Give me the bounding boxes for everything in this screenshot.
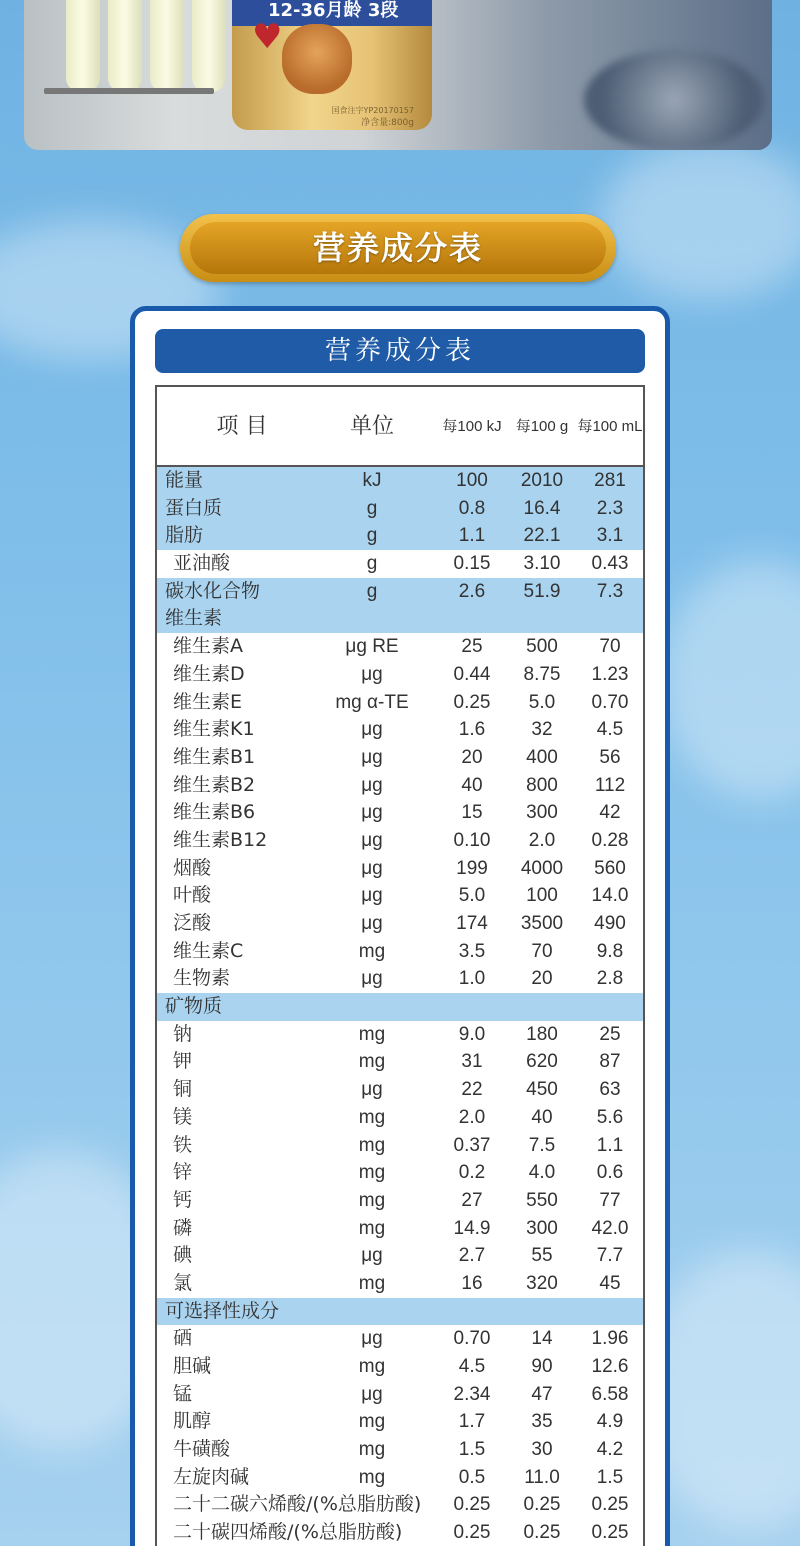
row-per-100ml: 4.2	[596, 1439, 624, 1461]
row-unit: μg	[361, 913, 383, 934]
row-name: 胆碱	[173, 1355, 212, 1377]
row-per-100kj: 15	[461, 802, 483, 824]
col-header-per-100g: 每100 g	[515, 418, 569, 435]
row-name: 钾	[173, 1050, 193, 1073]
row-per-100ml: 0.25	[591, 1522, 629, 1544]
row-name: 钙	[173, 1188, 193, 1211]
row-unit: mg	[358, 1134, 386, 1156]
col-header-per-100kj: 每100 kJ	[442, 418, 502, 435]
row-per-100g: 300	[526, 1217, 558, 1239]
table-row	[157, 1242, 643, 1270]
table-row	[157, 799, 643, 827]
row-unit: mg	[358, 1162, 386, 1184]
row-per-100ml: 87	[599, 1051, 621, 1073]
bottle-rack	[44, 88, 214, 94]
row-per-100g: 500	[526, 636, 558, 658]
row-name: 二十二碳六烯酸/(%总脂肪酸)	[173, 1493, 422, 1516]
row-per-100kj: 1.6	[458, 719, 486, 741]
table-row	[157, 550, 643, 578]
row-name: 二十碳四烯酸/(%总脂肪酸)	[173, 1521, 403, 1544]
row-per-100kj: 199	[456, 857, 488, 879]
row-per-100g: 3500	[520, 913, 564, 934]
row-per-100ml: 42.0	[591, 1217, 629, 1239]
row-unit: mg	[358, 1106, 386, 1128]
row-per-100g: 180	[526, 1023, 558, 1045]
row-per-100g: 14	[531, 1328, 553, 1350]
row-per-100g: 90	[531, 1356, 553, 1377]
product-photo	[24, 0, 772, 150]
row-per-100g: 2.0	[528, 829, 556, 851]
row-per-100g: 32	[531, 719, 553, 741]
row-unit: kJ	[362, 470, 382, 491]
row-unit: μg RE	[345, 636, 399, 658]
row-per-100ml: 5.6	[596, 1106, 624, 1128]
row-per-100ml: 1.1	[596, 1134, 624, 1156]
table-row	[157, 1187, 643, 1215]
table-row	[157, 1353, 643, 1381]
row-per-100ml: 3.1	[596, 525, 624, 547]
row-name: 维生素B2	[173, 773, 256, 796]
row-per-100kj: 0.5	[458, 1466, 486, 1488]
table-row	[157, 965, 643, 993]
cloud-decoration	[600, 140, 800, 300]
row-per-100ml: 560	[594, 857, 626, 879]
row-per-100kj: 1.1	[458, 525, 486, 547]
row-per-100ml: 490	[594, 913, 626, 934]
table-row	[157, 1021, 643, 1049]
can-registration-text: 国食注字YP20170157	[331, 106, 414, 115]
row-name: 铜	[173, 1078, 193, 1101]
row-name: 维生素B6	[173, 801, 256, 824]
row-per-100kj: 31	[461, 1051, 483, 1073]
row-per-100g: 620	[526, 1051, 558, 1073]
table-row	[157, 1215, 643, 1243]
row-name: 叶酸	[173, 884, 212, 907]
table-row	[157, 578, 643, 606]
row-per-100g: 40	[531, 1106, 553, 1128]
teddy-bear-icon	[282, 24, 352, 94]
row-name: 维生素D	[173, 662, 245, 685]
row-name: 亚油酸	[173, 552, 231, 575]
row-per-100g: 51.9	[523, 580, 561, 602]
table-header	[157, 387, 643, 467]
row-per-100g: 4.0	[528, 1162, 556, 1184]
row-per-100kj: 22	[461, 1079, 483, 1101]
nutrition-card	[130, 306, 670, 1546]
row-per-100g: 16.4	[523, 497, 561, 519]
table-row	[157, 910, 643, 938]
row-name: 维生素A	[173, 635, 243, 658]
row-per-100kj: 2.0	[458, 1106, 486, 1128]
row-name: 矿物质	[165, 995, 223, 1018]
row-unit: mg	[358, 1217, 386, 1239]
row-per-100ml: 0.25	[591, 1494, 629, 1516]
row-per-100kj: 2.7	[458, 1245, 486, 1267]
row-unit: mg	[358, 1051, 386, 1073]
row-unit: g	[366, 580, 378, 602]
row-per-100ml: 7.7	[596, 1245, 624, 1267]
table-row	[157, 1104, 643, 1132]
nutrition-table	[155, 385, 645, 1546]
row-per-100g: 55	[531, 1245, 553, 1267]
table-row	[157, 882, 643, 910]
table-row	[157, 772, 643, 800]
table-row	[157, 1519, 643, 1546]
row-per-100g: 800	[526, 774, 558, 796]
row-per-100kj: 5.0	[458, 885, 486, 907]
row-per-100ml: 9.8	[596, 940, 624, 962]
row-name: 磷	[173, 1216, 193, 1239]
row-unit: μg	[361, 885, 383, 907]
row-per-100kj: 3.5	[458, 940, 486, 962]
formula-can-image	[232, 0, 432, 130]
row-per-100kj: 174	[456, 913, 488, 934]
row-unit: μg	[361, 829, 383, 851]
table-body	[157, 467, 643, 1546]
row-per-100g: 70	[531, 940, 553, 962]
table-row	[157, 1298, 643, 1326]
row-unit: μg	[361, 857, 383, 879]
row-per-100g: 320	[526, 1272, 558, 1294]
row-per-100g: 35	[531, 1411, 553, 1433]
table-row	[157, 522, 643, 550]
row-per-100kj: 9.0	[458, 1023, 486, 1045]
heart-icon: ♥	[252, 17, 283, 57]
row-per-100g: 22.1	[523, 525, 561, 547]
can-weight-text: 净含量:800g	[361, 118, 414, 128]
row-per-100kj: 1.5	[458, 1439, 486, 1461]
row-name: 肌醇	[173, 1410, 212, 1433]
row-unit: μg	[361, 746, 383, 768]
row-unit: μg	[361, 1328, 383, 1350]
row-per-100ml: 7.3	[596, 580, 624, 602]
row-name: 碘	[173, 1244, 193, 1267]
row-unit: μg	[361, 802, 383, 824]
row-per-100ml: 4.9	[596, 1411, 624, 1433]
row-per-100kj: 25	[461, 636, 483, 658]
row-name: 维生素B12	[173, 828, 268, 851]
row-per-100kj: 0.25	[453, 1522, 491, 1544]
milk-bottles-image	[54, 0, 224, 100]
col-header-unit: 单位	[349, 414, 394, 439]
row-per-100kj: 4.5	[458, 1356, 486, 1377]
row-per-100ml: 1.23	[591, 663, 629, 685]
row-per-100ml: 42	[599, 802, 621, 824]
row-per-100ml: 56	[599, 746, 621, 768]
row-unit: mg	[358, 1411, 386, 1433]
row-per-100ml: 77	[599, 1189, 621, 1211]
row-per-100kj: 2.6	[458, 580, 486, 602]
row-per-100g: 100	[526, 885, 558, 907]
row-per-100g: 2010	[520, 470, 564, 491]
col-header-per-100ml: 每100 mL	[577, 418, 643, 435]
row-per-100ml: 2.3	[596, 497, 624, 519]
row-name: 维生素B1	[173, 745, 256, 768]
row-per-100g: 3.10	[523, 553, 561, 575]
row-per-100kj: 27	[461, 1189, 483, 1211]
row-per-100g: 0.25	[523, 1522, 561, 1544]
row-per-100kj: 16	[461, 1272, 483, 1294]
row-name: 生物素	[173, 967, 231, 990]
row-name: 锌	[173, 1161, 193, 1184]
row-name: 维生素E	[173, 690, 243, 713]
row-unit: mg	[358, 940, 386, 962]
row-per-100kj: 0.2	[458, 1162, 486, 1184]
row-name: 锰	[173, 1382, 193, 1405]
table-row	[157, 1270, 643, 1298]
row-per-100ml: 1.96	[591, 1328, 629, 1350]
table-row	[157, 716, 643, 744]
row-unit: mg	[358, 1439, 386, 1461]
row-unit: mg	[358, 1189, 386, 1211]
row-name: 蛋白质	[165, 496, 223, 519]
cloud-decoration	[660, 560, 800, 800]
row-per-100ml: 70	[599, 636, 621, 658]
row-name: 维生素K1	[173, 718, 255, 741]
table-title: 营养成分表	[155, 329, 645, 373]
row-per-100ml: 2.8	[596, 968, 624, 990]
row-unit: μg	[361, 1245, 383, 1267]
table-row	[157, 938, 643, 966]
table-row	[157, 855, 643, 883]
row-per-100g: 4000	[520, 857, 564, 879]
row-per-100kj: 40	[461, 774, 483, 796]
table-row	[157, 993, 643, 1021]
row-per-100g: 550	[526, 1189, 558, 1211]
row-name: 碳水化合物	[165, 579, 261, 602]
hand-image	[584, 50, 764, 150]
row-name: 镁	[173, 1105, 193, 1128]
table-row	[157, 467, 643, 495]
row-unit: μg	[361, 719, 383, 741]
row-per-100ml: 0.6	[596, 1162, 624, 1184]
table-row	[157, 1436, 643, 1464]
row-per-100ml: 0.70	[591, 691, 629, 713]
row-per-100g: 30	[531, 1439, 553, 1461]
row-per-100kj: 0.8	[458, 497, 486, 519]
table-row	[157, 1048, 643, 1076]
row-name: 泛酸	[173, 912, 212, 934]
row-unit: g	[366, 525, 378, 547]
row-per-100g: 47	[531, 1383, 553, 1405]
row-per-100kj: 1.7	[458, 1411, 486, 1433]
row-per-100ml: 0.43	[591, 553, 629, 575]
row-per-100g: 7.5	[528, 1134, 556, 1156]
table-row	[157, 605, 643, 633]
row-per-100g: 20	[531, 968, 553, 990]
table-row	[157, 661, 643, 689]
row-per-100kj: 100	[456, 470, 488, 491]
table-row	[157, 633, 643, 661]
row-name: 铁	[173, 1133, 193, 1156]
table-row	[157, 827, 643, 855]
row-per-100ml: 4.5	[596, 719, 624, 741]
row-name: 可选择性成分	[165, 1299, 280, 1322]
table-row	[157, 495, 643, 523]
table-row	[157, 1464, 643, 1492]
table-row	[157, 1408, 643, 1436]
row-per-100kj: 20	[461, 746, 483, 768]
row-per-100g: 11.0	[524, 1466, 560, 1488]
row-name: 维生素C	[173, 939, 244, 962]
row-unit: mg	[358, 1023, 386, 1045]
row-per-100kj: 0.37	[453, 1134, 491, 1156]
row-name: 钠	[173, 1022, 193, 1045]
row-per-100ml: 12.6	[591, 1356, 629, 1377]
row-unit: μg	[361, 1383, 383, 1405]
row-per-100kj: 0.70	[453, 1328, 491, 1350]
table-row	[157, 1132, 643, 1160]
row-unit: μg	[361, 968, 383, 990]
row-name: 维生素	[165, 607, 223, 630]
row-per-100kj: 0.25	[453, 1494, 491, 1516]
row-per-100g: 400	[526, 746, 558, 768]
row-unit: g	[366, 553, 378, 575]
row-unit: mg	[358, 1356, 386, 1377]
row-per-100ml: 1.5	[596, 1466, 624, 1488]
section-banner	[180, 214, 616, 282]
col-header-item: 项 目	[216, 414, 268, 439]
table-row	[157, 689, 643, 717]
row-per-100kj: 14.9	[453, 1217, 491, 1239]
table-row	[157, 1381, 643, 1409]
row-per-100g: 450	[526, 1079, 558, 1101]
table-row	[157, 1076, 643, 1104]
row-per-100ml: 6.58	[591, 1383, 629, 1405]
row-per-100ml: 25	[599, 1023, 621, 1045]
row-per-100kj: 0.10	[453, 829, 491, 851]
row-per-100kj: 0.15	[453, 553, 491, 575]
can-label: 12-36月龄 3段	[268, 0, 399, 21]
row-per-100ml: 63	[599, 1079, 621, 1101]
row-per-100g: 8.75	[523, 663, 561, 685]
row-unit: mg	[358, 1272, 386, 1294]
row-name: 氯	[173, 1271, 193, 1294]
row-name: 烟酸	[173, 856, 212, 879]
table-row	[157, 1325, 643, 1353]
row-name: 硒	[173, 1327, 193, 1350]
table-row	[157, 1159, 643, 1187]
row-per-100g: 0.25	[523, 1494, 561, 1516]
row-unit: mg α-TE	[335, 691, 409, 713]
row-per-100ml: 14.0	[591, 885, 629, 907]
row-unit: g	[366, 497, 378, 519]
row-per-100kj: 0.44	[453, 663, 491, 685]
row-per-100g: 5.0	[528, 691, 556, 713]
row-unit: μg	[361, 1079, 383, 1101]
row-unit: mg	[358, 1466, 386, 1488]
row-unit: μg	[361, 774, 383, 796]
table-row	[157, 1491, 643, 1519]
row-per-100ml: 45	[599, 1272, 621, 1294]
row-per-100kj: 0.25	[453, 691, 491, 713]
row-unit: μg	[361, 663, 383, 685]
row-name: 左旋肉碱	[173, 1465, 250, 1488]
row-per-100ml: 281	[594, 470, 626, 491]
table-row	[157, 744, 643, 772]
row-name: 能量	[165, 469, 204, 491]
row-per-100kj: 2.34	[453, 1383, 491, 1405]
row-per-100kj: 1.0	[458, 968, 486, 990]
row-per-100ml: 0.28	[591, 829, 629, 851]
banner-title: 营养成分表	[190, 222, 606, 274]
row-name: 脂肪	[165, 524, 204, 547]
row-name: 牛磺酸	[173, 1438, 231, 1461]
row-per-100ml: 112	[594, 774, 626, 796]
row-per-100g: 300	[526, 802, 558, 824]
